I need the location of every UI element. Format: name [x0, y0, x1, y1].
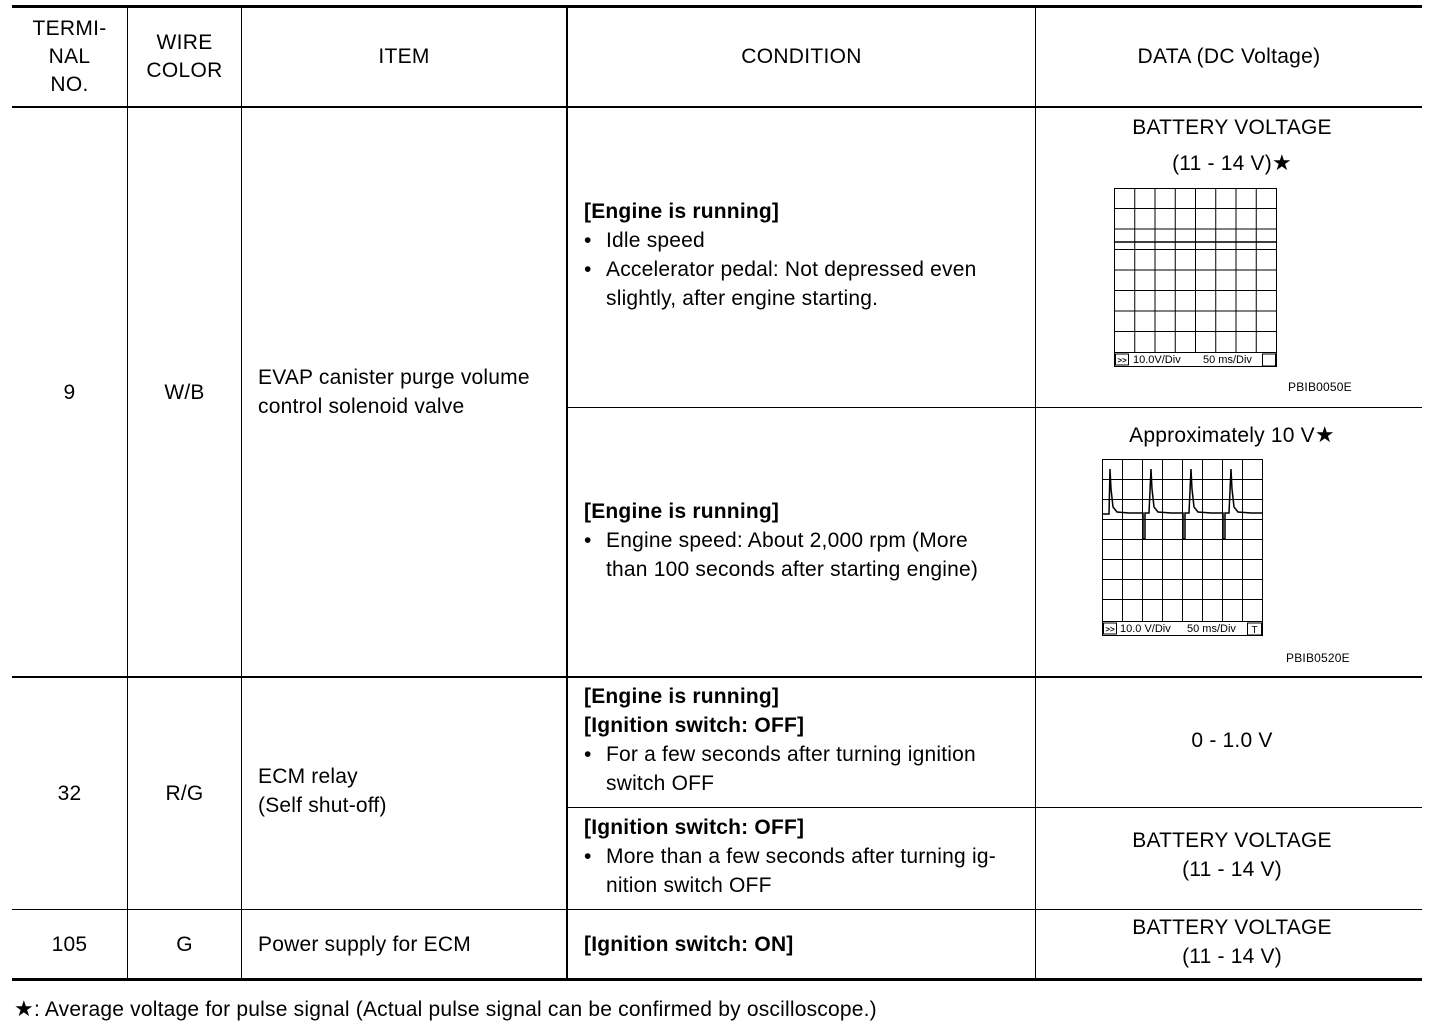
- data-line: (11 - 14 V): [1172, 152, 1272, 175]
- star-icon: ★: [14, 996, 34, 1021]
- header-condition-label: CONDITION: [741, 45, 862, 68]
- bullet-line: Engine speed: About 2,000 rpm (More: [606, 529, 968, 552]
- wire-color-cell: [128, 678, 241, 909]
- condition-heading: [Ignition switch: OFF]: [584, 816, 805, 839]
- scope-trigger-box: [1263, 354, 1276, 366]
- header-terminal-no: [12, 8, 127, 106]
- figure-code: PBIB0520E: [1286, 651, 1350, 665]
- condition-heading: [Engine is running]: [584, 200, 780, 223]
- star-icon: ★: [1271, 150, 1292, 175]
- footnote: [14, 994, 877, 1024]
- condition-heading: [Ignition switch: OFF]: [584, 714, 805, 737]
- terminal-no: 105: [51, 932, 88, 956]
- item-line: Power supply for ECM: [258, 932, 471, 956]
- condition-bullet: [584, 842, 1034, 900]
- header-wire-line: COLOR: [146, 59, 223, 82]
- footnote-text: : Average voltage for pulse signal (Actual pulse signal can be confirmed by oscilloscope.): [33, 998, 877, 1021]
- header-data: [1036, 8, 1422, 106]
- data-line: (11 - 14 V): [1182, 945, 1282, 968]
- data-line: Approximately 10 V: [1129, 424, 1315, 447]
- condition-block: [584, 197, 1029, 313]
- condition-bullet: [584, 226, 1029, 255]
- condition-heading: [Engine is running]: [584, 500, 780, 523]
- wire-color-cell: [128, 910, 241, 978]
- condition-bullet: [584, 526, 1029, 584]
- data-line: BATTERY VOLTAGE: [1132, 916, 1332, 939]
- header-wire-color: [128, 8, 241, 106]
- bullet-line: More than a few seconds after turning ig-: [606, 845, 996, 868]
- wire-color-cell: [128, 108, 241, 676]
- scope-grid: [1114, 188, 1277, 353]
- bullet-line: Idle speed: [606, 229, 705, 252]
- bullet-dot: •: [584, 529, 592, 552]
- bullet-line: slightly, after engine starting.: [606, 287, 879, 310]
- bullet-dot: •: [584, 845, 592, 868]
- condition-bullet: [584, 255, 1029, 313]
- header-data-label: DATA (DC Voltage): [1137, 45, 1321, 68]
- data-value: [1036, 826, 1428, 884]
- item-line: (Self shut-off): [258, 793, 387, 817]
- scope-marker: >>: [1117, 356, 1127, 365]
- terminal-no-cell: [12, 108, 127, 676]
- terminal-no: 32: [57, 782, 82, 805]
- header-wire-line: WIRE: [156, 31, 213, 54]
- condition-heading: [Ignition switch: ON]: [584, 932, 794, 956]
- header-terminal-line: NAL: [48, 45, 91, 68]
- data-line: BATTERY VOLTAGE: [1132, 116, 1332, 139]
- data-value: [1036, 113, 1428, 178]
- table-bottom-rule: [12, 978, 1422, 981]
- item-cell: [258, 910, 558, 978]
- terminal-no-cell: [12, 910, 127, 978]
- terminal-no-cell: [12, 678, 127, 909]
- bullet-line: For a few seconds after turning ignition: [606, 743, 976, 766]
- condition-block: [584, 910, 1029, 978]
- scope-volt-label: 10.0V/Div: [1133, 354, 1181, 366]
- condition-bullet: [584, 740, 1029, 798]
- bullet-line: Accelerator pedal: Not depressed even: [606, 258, 977, 281]
- header-item: [242, 8, 566, 106]
- header-terminal-line: TERMI-: [32, 17, 107, 40]
- data-value: [1036, 726, 1428, 755]
- item-line: EVAP canister purge volume: [258, 366, 530, 389]
- condition-heading: [Engine is running]: [584, 685, 780, 708]
- data-line: 0 - 1.0 V: [1191, 729, 1273, 752]
- bullet-line: nition switch OFF: [606, 874, 772, 897]
- item-cell: [258, 108, 558, 676]
- scope-time-label: 50 ms/Div: [1187, 623, 1236, 635]
- bullet-dot: •: [584, 258, 592, 281]
- bullet-dot: •: [584, 743, 592, 766]
- column-divider: [241, 8, 242, 978]
- item-line: ECM relay: [258, 764, 358, 788]
- header-terminal-line: NO.: [50, 73, 89, 96]
- figure-code: PBIB0050E: [1288, 380, 1352, 394]
- star-icon: ★: [1314, 422, 1335, 447]
- scope-grid: [1102, 459, 1263, 622]
- row-divider: [567, 807, 1422, 808]
- oscilloscope-waveform: [1101, 459, 1265, 637]
- data-line: BATTERY VOLTAGE: [1132, 829, 1332, 852]
- bullet-line: switch OFF: [606, 772, 715, 795]
- oscilloscope-waveform: [1113, 188, 1279, 370]
- wire-color: W/B: [164, 380, 205, 404]
- header-item-label: ITEM: [378, 45, 430, 68]
- scope-volt-label: 10.0 V/Div: [1120, 623, 1171, 635]
- scope-time-label: 50 ms/Div: [1203, 354, 1252, 366]
- data-line: (11 - 14 V): [1182, 858, 1282, 881]
- bullet-dot: •: [584, 229, 592, 252]
- data-value: [1036, 913, 1428, 971]
- column-divider: [566, 8, 568, 978]
- wire-color: R/G: [165, 782, 204, 805]
- wire-color: G: [176, 932, 193, 956]
- data-value: [1036, 420, 1428, 450]
- condition-block: [584, 682, 1029, 798]
- item-line: control solenoid valve: [258, 395, 465, 418]
- bullet-line: than 100 seconds after starting engine): [606, 558, 979, 581]
- scope-trigger-label: T: [1251, 625, 1258, 636]
- condition-block: [584, 497, 1029, 584]
- terminal-no: 9: [63, 380, 76, 404]
- condition-block: [584, 813, 1034, 900]
- row-divider: [567, 407, 1422, 408]
- scope-marker: >>: [1105, 625, 1115, 634]
- item-cell: [258, 675, 558, 906]
- header-condition: [568, 8, 1035, 106]
